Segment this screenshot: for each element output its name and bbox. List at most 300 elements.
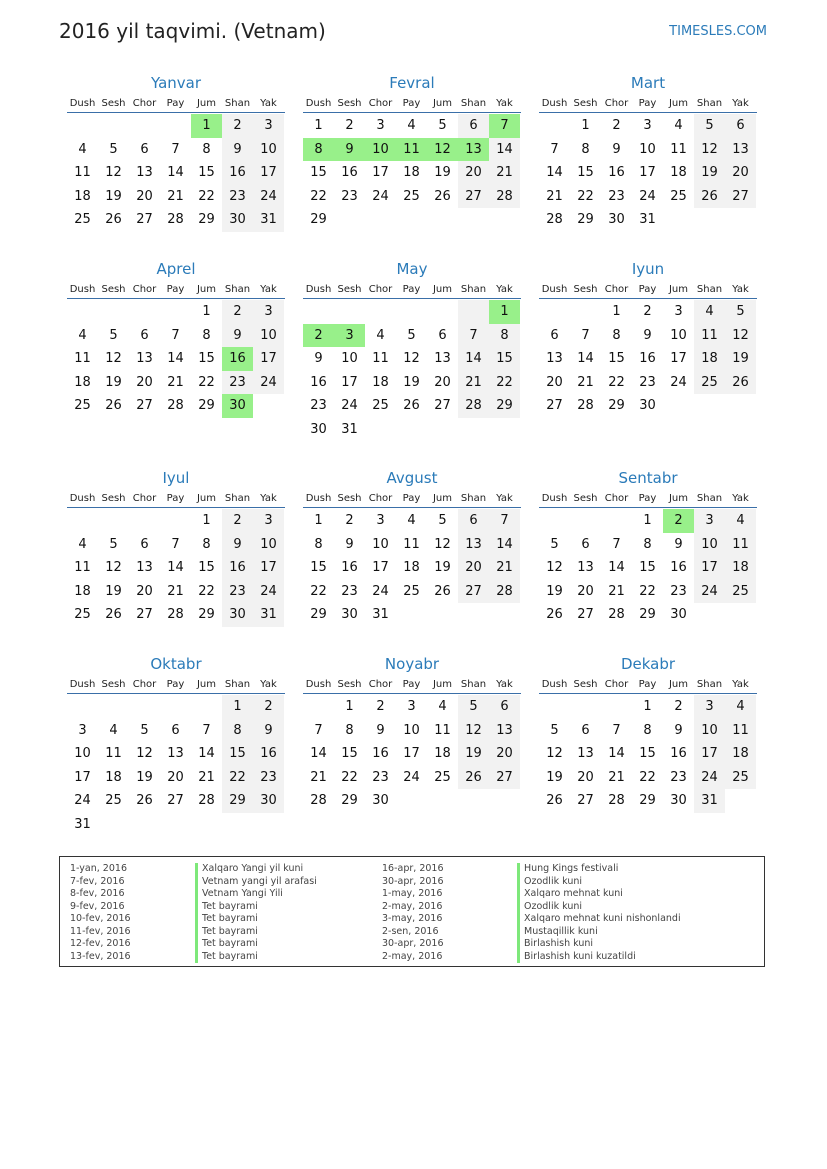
day-cell[interactable]: 24 (694, 580, 725, 604)
day-cell[interactable]: 4 (376, 327, 385, 343)
day-cell[interactable]: 10 (253, 533, 284, 557)
day-cell[interactable]: 26 (434, 583, 451, 599)
day-cell[interactable]: 24 (639, 188, 656, 204)
day-cell[interactable]: 31 (639, 212, 656, 228)
day-cell[interactable]: 3 (334, 324, 365, 348)
day-cell[interactable]: 19 (105, 188, 122, 204)
day-cell[interactable]: 24 (403, 769, 420, 785)
day-cell[interactable]: 22 (222, 766, 253, 790)
day-cell[interactable]: 5 (109, 327, 118, 343)
day-cell[interactable]: 7 (171, 327, 180, 343)
day-cell[interactable]: 30 (222, 208, 253, 232)
day-cell[interactable]: 4 (725, 509, 756, 533)
day-cell[interactable]: 30 (222, 603, 253, 627)
day-cell[interactable]: 28 (198, 793, 215, 809)
day-cell[interactable]: 17 (372, 165, 389, 181)
day-cell[interactable]: 15 (341, 746, 358, 762)
day-cell[interactable]: 27 (136, 212, 153, 228)
day-cell[interactable]: 20 (434, 374, 451, 390)
day-cell[interactable]: 3 (694, 509, 725, 533)
day-cell[interactable]: 24 (253, 580, 284, 604)
day-cell[interactable]: 21 (489, 161, 520, 185)
day-cell[interactable]: 29 (310, 212, 327, 228)
day-cell[interactable]: 6 (581, 722, 590, 738)
day-cell[interactable]: 1 (581, 118, 590, 133)
day-cell[interactable]: 30 (372, 793, 389, 809)
day-cell[interactable]: 20 (136, 374, 153, 390)
day-cell[interactable]: 25 (725, 580, 756, 604)
day-cell[interactable]: 23 (222, 185, 253, 209)
day-cell[interactable]: 12 (136, 746, 153, 762)
day-cell[interactable]: 31 (253, 208, 284, 232)
day-cell[interactable]: 5 (550, 536, 559, 552)
day-cell[interactable]: 9 (222, 138, 253, 162)
day-cell[interactable]: 15 (577, 165, 594, 181)
day-cell[interactable]: 3 (253, 300, 284, 324)
day-cell[interactable]: 25 (372, 398, 389, 414)
day-cell[interactable]: 5 (438, 513, 447, 528)
day-cell[interactable]: 24 (694, 766, 725, 790)
day-cell[interactable]: 21 (608, 583, 625, 599)
day-cell[interactable]: 29 (639, 793, 656, 809)
day-cell[interactable]: 8 (612, 327, 621, 343)
day-cell[interactable]: 23 (341, 188, 358, 204)
day-cell[interactable]: 25 (74, 212, 91, 228)
day-cell[interactable]: 6 (458, 114, 489, 138)
day-cell[interactable]: 28 (489, 185, 520, 209)
day-cell[interactable]: 30 (608, 212, 625, 228)
day-cell[interactable]: 1 (345, 699, 354, 714)
day-cell[interactable]: 16 (639, 351, 656, 367)
day-cell[interactable]: 16 (341, 560, 358, 576)
day-cell[interactable]: 26 (725, 371, 756, 395)
day-cell[interactable]: 13 (577, 746, 594, 762)
day-cell[interactable]: 30 (341, 607, 358, 623)
day-cell[interactable]: 18 (403, 560, 420, 576)
day-cell[interactable]: 12 (105, 560, 122, 576)
day-cell[interactable]: 22 (310, 188, 327, 204)
day-cell[interactable]: 20 (546, 374, 563, 390)
day-cell[interactable]: 8 (345, 722, 354, 738)
day-cell[interactable]: 16 (670, 746, 687, 762)
day-cell[interactable]: 22 (341, 769, 358, 785)
day-cell[interactable]: 18 (74, 188, 91, 204)
day-cell[interactable]: 3 (376, 118, 385, 133)
day-cell[interactable]: 4 (407, 513, 416, 528)
day-cell[interactable]: 29 (310, 607, 327, 623)
day-cell[interactable]: 16 (310, 374, 327, 390)
day-cell[interactable]: 14 (167, 351, 184, 367)
day-cell[interactable]: 9 (314, 351, 323, 367)
day-cell[interactable]: 18 (105, 769, 122, 785)
day-cell[interactable]: 9 (376, 722, 385, 738)
day-cell[interactable]: 20 (577, 583, 594, 599)
day-cell[interactable]: 2 (222, 300, 253, 324)
day-cell[interactable]: 2 (253, 695, 284, 719)
day-cell[interactable]: 10 (341, 351, 358, 367)
day-cell[interactable]: 6 (725, 114, 756, 138)
day-cell[interactable]: 23 (639, 374, 656, 390)
day-cell[interactable]: 25 (403, 188, 420, 204)
day-cell[interactable]: 16 (222, 556, 253, 580)
day-cell[interactable]: 25 (694, 371, 725, 395)
day-cell[interactable]: 1 (222, 695, 253, 719)
day-cell[interactable]: 18 (434, 746, 451, 762)
day-cell[interactable]: 1 (202, 513, 211, 528)
day-cell[interactable]: 14 (608, 746, 625, 762)
day-cell[interactable]: 24 (372, 188, 389, 204)
day-cell[interactable]: 7 (612, 722, 621, 738)
day-cell[interactable]: 8 (202, 141, 211, 157)
day-cell[interactable]: 27 (136, 607, 153, 623)
day-cell[interactable]: 14 (167, 560, 184, 576)
day-cell[interactable]: 2 (222, 509, 253, 533)
day-cell[interactable]: 22 (639, 583, 656, 599)
day-cell[interactable]: 3 (253, 114, 284, 138)
day-cell[interactable]: 25 (74, 607, 91, 623)
day-cell[interactable]: 7 (458, 324, 489, 348)
day-cell[interactable]: 2 (303, 324, 334, 348)
day-cell[interactable]: 12 (427, 138, 458, 162)
day-cell[interactable]: 13 (577, 560, 594, 576)
day-cell[interactable]: 27 (458, 580, 489, 604)
day-cell[interactable]: 10 (253, 324, 284, 348)
day-cell[interactable]: 17 (253, 161, 284, 185)
day-cell[interactable]: 20 (489, 742, 520, 766)
day-cell[interactable]: 21 (167, 583, 184, 599)
day-cell[interactable]: 20 (167, 769, 184, 785)
day-cell[interactable]: 8 (643, 722, 652, 738)
day-cell[interactable]: 4 (78, 536, 87, 552)
day-cell[interactable]: 21 (608, 769, 625, 785)
day-cell[interactable]: 28 (310, 793, 327, 809)
day-cell[interactable]: 24 (341, 398, 358, 414)
day-cell[interactable]: 10 (74, 746, 91, 762)
day-cell[interactable]: 11 (74, 560, 91, 576)
day-cell[interactable]: 13 (725, 138, 756, 162)
day-cell[interactable]: 14 (489, 138, 520, 162)
day-cell[interactable]: 6 (581, 536, 590, 552)
day-cell[interactable]: 27 (577, 793, 594, 809)
day-cell[interactable]: 6 (140, 141, 149, 157)
day-cell[interactable]: 17 (74, 769, 91, 785)
day-cell[interactable]: 26 (546, 607, 563, 623)
day-cell[interactable]: 5 (109, 536, 118, 552)
day-cell[interactable]: 19 (694, 161, 725, 185)
day-cell[interactable]: 15 (198, 560, 215, 576)
day-cell[interactable]: 16 (608, 165, 625, 181)
day-cell[interactable]: 26 (105, 212, 122, 228)
day-cell[interactable]: 29 (639, 607, 656, 623)
day-cell[interactable]: 4 (725, 695, 756, 719)
day-cell[interactable]: 11 (74, 351, 91, 367)
day-cell[interactable]: 27 (136, 398, 153, 414)
day-cell[interactable]: 23 (608, 188, 625, 204)
day-cell[interactable]: 11 (670, 141, 687, 157)
day-cell[interactable]: 22 (608, 374, 625, 390)
day-cell[interactable]: 4 (78, 141, 87, 157)
day-cell[interactable]: 23 (222, 371, 253, 395)
day-cell[interactable]: 18 (403, 165, 420, 181)
day-cell[interactable]: 11 (396, 138, 427, 162)
day-cell[interactable]: 17 (403, 746, 420, 762)
day-cell[interactable]: 15 (198, 165, 215, 181)
day-cell[interactable]: 27 (546, 398, 563, 414)
day-cell[interactable]: 11 (403, 536, 420, 552)
day-cell[interactable]: 7 (171, 141, 180, 157)
day-cell[interactable]: 16 (372, 746, 389, 762)
day-cell[interactable]: 14 (167, 165, 184, 181)
day-cell[interactable]: 28 (167, 607, 184, 623)
day-cell[interactable]: 29 (198, 212, 215, 228)
day-cell[interactable]: 7 (489, 509, 520, 533)
day-cell[interactable]: 7 (314, 722, 323, 738)
day-cell[interactable]: 21 (167, 374, 184, 390)
day-cell[interactable]: 12 (403, 351, 420, 367)
day-cell[interactable]: 27 (489, 766, 520, 790)
day-cell[interactable]: 4 (407, 118, 416, 133)
day-cell[interactable]: 19 (458, 742, 489, 766)
day-cell[interactable]: 9 (222, 324, 253, 348)
day-cell[interactable]: 15 (310, 165, 327, 181)
day-cell[interactable]: 31 (74, 816, 91, 832)
day-cell[interactable]: 21 (577, 374, 594, 390)
day-cell[interactable]: 17 (253, 347, 284, 371)
day-cell[interactable]: 22 (489, 371, 520, 395)
day-cell[interactable]: 25 (725, 766, 756, 790)
day-cell[interactable]: 13 (136, 165, 153, 181)
day-cell[interactable]: 28 (608, 607, 625, 623)
day-cell[interactable]: 9 (643, 327, 652, 343)
day-cell[interactable]: 3 (407, 699, 416, 714)
day-cell[interactable]: 12 (105, 351, 122, 367)
day-cell[interactable]: 19 (434, 560, 451, 576)
day-cell[interactable]: 6 (438, 327, 447, 343)
day-cell[interactable]: 8 (489, 324, 520, 348)
day-cell[interactable]: 14 (577, 351, 594, 367)
day-cell[interactable]: 17 (372, 560, 389, 576)
day-cell[interactable]: 9 (253, 719, 284, 743)
day-cell[interactable]: 19 (546, 583, 563, 599)
day-cell[interactable]: 17 (670, 351, 687, 367)
day-cell[interactable]: 4 (109, 722, 118, 738)
day-cell[interactable]: 6 (458, 509, 489, 533)
day-cell[interactable]: 1 (643, 699, 652, 714)
day-cell[interactable]: 12 (725, 324, 756, 348)
day-cell[interactable]: 30 (222, 394, 253, 418)
day-cell[interactable]: 8 (222, 719, 253, 743)
day-cell[interactable]: 15 (489, 347, 520, 371)
day-cell[interactable]: 22 (198, 583, 215, 599)
day-cell[interactable]: 22 (198, 374, 215, 390)
day-cell[interactable]: 25 (434, 769, 451, 785)
day-cell[interactable]: 18 (670, 165, 687, 181)
day-cell[interactable]: 5 (458, 695, 489, 719)
day-cell[interactable]: 27 (577, 607, 594, 623)
day-cell[interactable]: 2 (376, 699, 385, 714)
day-cell[interactable]: 11 (74, 165, 91, 181)
day-cell[interactable]: 22 (198, 188, 215, 204)
day-cell[interactable]: 8 (314, 536, 323, 552)
day-cell[interactable]: 19 (403, 374, 420, 390)
day-cell[interactable]: 11 (725, 533, 756, 557)
day-cell[interactable]: 17 (639, 165, 656, 181)
day-cell[interactable]: 5 (550, 722, 559, 738)
day-cell[interactable]: 28 (608, 793, 625, 809)
day-cell[interactable]: 21 (546, 188, 563, 204)
day-cell[interactable]: 20 (136, 583, 153, 599)
day-cell[interactable]: 16 (253, 742, 284, 766)
day-cell[interactable]: 14 (458, 347, 489, 371)
day-cell[interactable]: 30 (253, 789, 284, 813)
day-cell[interactable]: 29 (489, 394, 520, 418)
day-cell[interactable]: 29 (198, 398, 215, 414)
day-cell[interactable]: 8 (202, 327, 211, 343)
day-cell[interactable]: 14 (198, 746, 215, 762)
day-cell[interactable]: 10 (694, 719, 725, 743)
day-cell[interactable]: 15 (222, 742, 253, 766)
day-cell[interactable]: 13 (458, 138, 489, 162)
day-cell[interactable]: 6 (140, 536, 149, 552)
day-cell[interactable]: 8 (202, 536, 211, 552)
day-cell[interactable]: 13 (136, 560, 153, 576)
day-cell[interactable]: 2 (345, 118, 354, 133)
day-cell[interactable]: 28 (577, 398, 594, 414)
day-cell[interactable]: 29 (608, 398, 625, 414)
day-cell[interactable]: 17 (694, 742, 725, 766)
day-cell[interactable]: 1 (643, 513, 652, 528)
day-cell[interactable]: 13 (136, 351, 153, 367)
day-cell[interactable]: 1 (612, 304, 621, 319)
day-cell[interactable]: 20 (458, 161, 489, 185)
day-cell[interactable]: 23 (310, 398, 327, 414)
day-cell[interactable]: 7 (550, 141, 559, 157)
day-cell[interactable]: 3 (674, 304, 683, 319)
day-cell[interactable]: 12 (105, 165, 122, 181)
day-cell[interactable]: 14 (310, 746, 327, 762)
day-cell[interactable]: 10 (253, 138, 284, 162)
day-cell[interactable]: 20 (458, 556, 489, 580)
day-cell[interactable]: 19 (105, 374, 122, 390)
day-cell[interactable]: 7 (489, 114, 520, 138)
day-cell[interactable]: 10 (403, 722, 420, 738)
day-cell[interactable]: 18 (372, 374, 389, 390)
day-cell[interactable]: 12 (434, 536, 451, 552)
day-cell[interactable]: 14 (608, 560, 625, 576)
day-cell[interactable]: 3 (376, 513, 385, 528)
day-cell[interactable]: 27 (434, 398, 451, 414)
day-cell[interactable]: 24 (74, 793, 91, 809)
day-cell[interactable]: 18 (74, 374, 91, 390)
day-cell[interactable]: 24 (670, 374, 687, 390)
day-cell[interactable]: 27 (725, 185, 756, 209)
day-cell[interactable]: 5 (109, 141, 118, 157)
day-cell[interactable]: 23 (222, 580, 253, 604)
day-cell[interactable]: 21 (310, 769, 327, 785)
day-cell[interactable]: 1 (314, 513, 323, 528)
day-cell[interactable]: 31 (341, 421, 358, 437)
day-cell[interactable]: 11 (434, 722, 451, 738)
day-cell[interactable]: 31 (253, 603, 284, 627)
day-cell[interactable]: 16 (670, 560, 687, 576)
day-cell[interactable]: 2 (643, 304, 652, 319)
day-cell[interactable]: 18 (694, 347, 725, 371)
day-cell[interactable]: 2 (663, 509, 694, 533)
day-cell[interactable]: 3 (694, 695, 725, 719)
day-cell[interactable]: 23 (372, 769, 389, 785)
day-cell[interactable]: 13 (458, 533, 489, 557)
day-cell[interactable]: 6 (550, 327, 559, 343)
day-cell[interactable]: 14 (489, 533, 520, 557)
day-cell[interactable]: 7 (581, 327, 590, 343)
day-cell[interactable]: 3 (78, 722, 87, 738)
day-cell[interactable]: 23 (670, 583, 687, 599)
day-cell[interactable]: 19 (136, 769, 153, 785)
day-cell[interactable]: 22 (310, 583, 327, 599)
day-cell[interactable]: 1 (489, 300, 520, 324)
day-cell[interactable]: 16 (341, 165, 358, 181)
day-cell[interactable]: 2 (222, 114, 253, 138)
day-cell[interactable]: 10 (694, 533, 725, 557)
day-cell[interactable]: 8 (303, 138, 334, 162)
day-cell[interactable]: 1 (202, 304, 211, 319)
day-cell[interactable]: 12 (546, 560, 563, 576)
day-cell[interactable]: 7 (171, 536, 180, 552)
day-cell[interactable]: 13 (546, 351, 563, 367)
day-cell[interactable]: 25 (74, 398, 91, 414)
day-cell[interactable]: 8 (643, 536, 652, 552)
day-cell[interactable]: 30 (670, 607, 687, 623)
day-cell[interactable]: 3 (643, 118, 652, 133)
day-cell[interactable]: 11 (105, 746, 122, 762)
day-cell[interactable]: 26 (694, 185, 725, 209)
day-cell[interactable]: 14 (546, 165, 563, 181)
day-cell[interactable]: 29 (222, 789, 253, 813)
day-cell[interactable]: 17 (694, 556, 725, 580)
day-cell[interactable]: 1 (191, 114, 222, 138)
day-cell[interactable]: 23 (341, 583, 358, 599)
day-cell[interactable]: 31 (372, 607, 389, 623)
day-cell[interactable]: 13 (167, 746, 184, 762)
day-cell[interactable]: 24 (372, 583, 389, 599)
day-cell[interactable]: 12 (546, 746, 563, 762)
day-cell[interactable]: 30 (670, 793, 687, 809)
day-cell[interactable]: 5 (694, 114, 725, 138)
day-cell[interactable]: 15 (639, 746, 656, 762)
day-cell[interactable]: 19 (546, 769, 563, 785)
day-cell[interactable]: 26 (458, 766, 489, 790)
day-cell[interactable]: 26 (136, 793, 153, 809)
day-cell[interactable]: 15 (198, 351, 215, 367)
day-cell[interactable]: 16 (222, 347, 253, 371)
day-cell[interactable]: 29 (577, 212, 594, 228)
day-cell[interactable]: 21 (198, 769, 215, 785)
day-cell[interactable]: 30 (639, 398, 656, 414)
day-cell[interactable]: 27 (167, 793, 184, 809)
day-cell[interactable]: 9 (334, 138, 365, 162)
day-cell[interactable]: 1 (314, 118, 323, 133)
day-cell[interactable]: 9 (345, 536, 354, 552)
day-cell[interactable]: 5 (407, 327, 416, 343)
day-cell[interactable]: 31 (694, 789, 725, 813)
day-cell[interactable]: 8 (581, 141, 590, 157)
day-cell[interactable]: 13 (434, 351, 451, 367)
day-cell[interactable]: 25 (670, 188, 687, 204)
day-cell[interactable]: 5 (438, 118, 447, 133)
day-cell[interactable]: 3 (253, 509, 284, 533)
day-cell[interactable]: 26 (546, 793, 563, 809)
day-cell[interactable]: 25 (403, 583, 420, 599)
